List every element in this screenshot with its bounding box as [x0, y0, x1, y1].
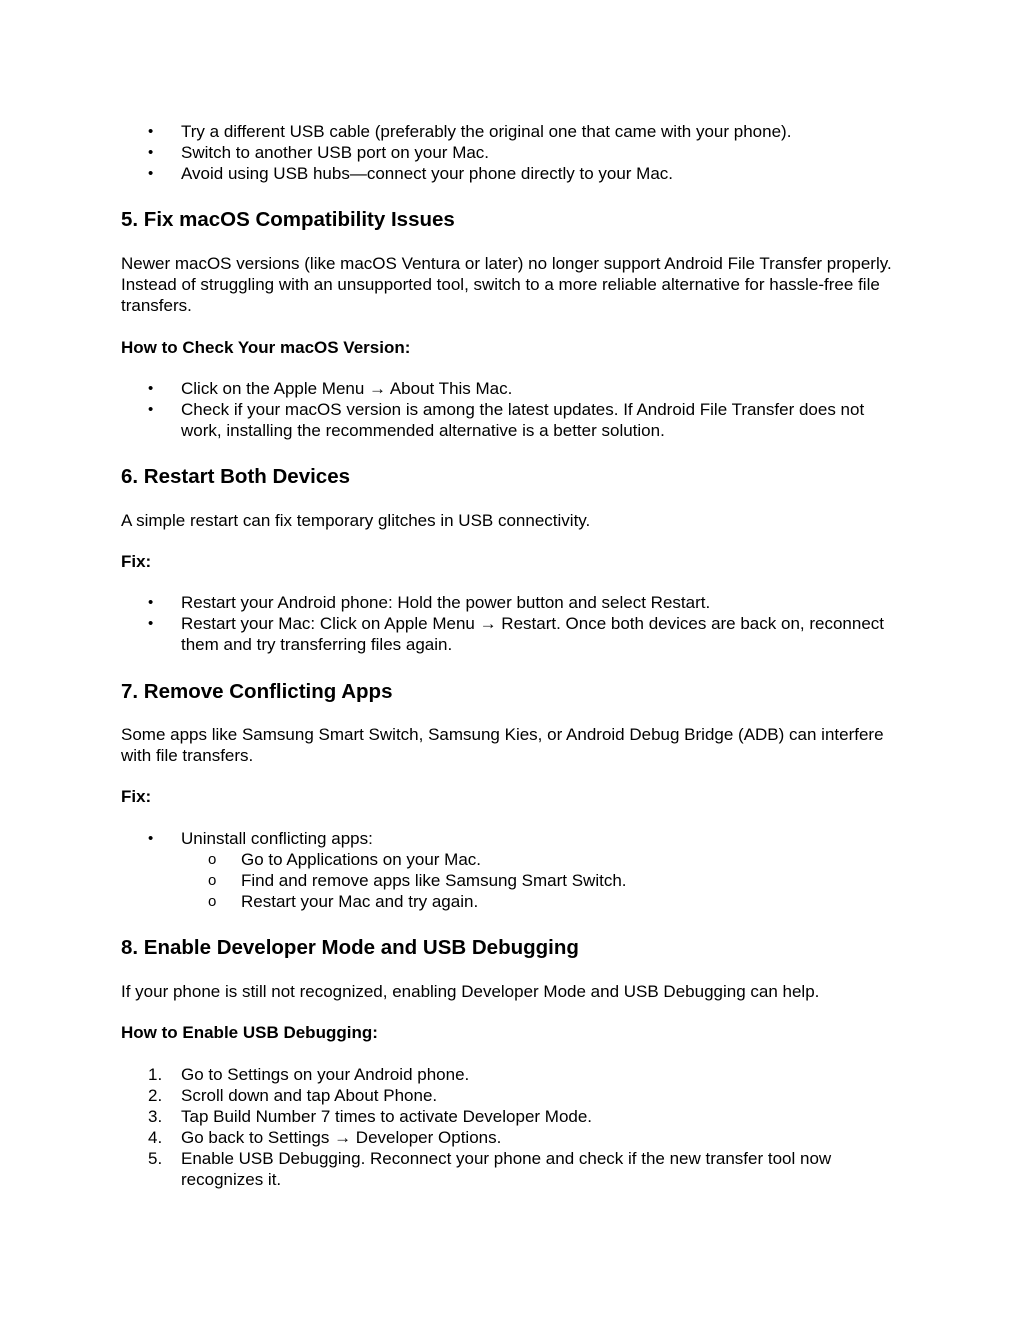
step-number: 1.: [148, 1065, 163, 1084]
list-item: Check if your macOS version is among the latest updates. If Android File Transfer does not work, installing the recommended alternative is a better solution.: [181, 400, 865, 440]
section-8-subheading: How to Enable USB Debugging:: [121, 1023, 378, 1042]
section-5-heading: 5. Fix macOS Compatibility Issues: [121, 208, 455, 231]
step-item: Tap Build Number 7 times to activate Developer Mode.: [181, 1107, 593, 1126]
section-7-heading: 7. Remove Conflicting Apps: [121, 680, 393, 703]
step-item: Go to Settings on your Android phone.: [181, 1065, 470, 1084]
list-item: Try a different USB cable (preferably the original one that came with your phone).: [181, 122, 792, 141]
list-item: Restart your Android phone: Hold the power button and select Restart.: [181, 593, 711, 612]
sub-list-item: Restart your Mac and try again.: [241, 892, 479, 911]
sub-bullet: o: [208, 872, 217, 889]
section-7-subheading: Fix:: [121, 787, 152, 806]
step-number: 3.: [148, 1107, 163, 1126]
step-item: Scroll down and tap About Phone.: [181, 1086, 438, 1105]
bullet: •: [148, 830, 154, 847]
step-number: 2.: [148, 1086, 163, 1105]
step-item: Go back to Settings → Developer Options.: [181, 1128, 502, 1147]
bullet: •: [148, 165, 154, 182]
step-number: 5.: [148, 1149, 163, 1168]
sub-list-item: Find and remove apps like Samsung Smart Switch.: [241, 871, 627, 890]
bullet: •: [148, 144, 154, 161]
section-6-paragraph: A simple restart can fix temporary glitches in USB connectivity.: [121, 511, 591, 530]
section-5-paragraph: Newer macOS versions (like macOS Ventura or later) no longer support Android File Transfer properly. Instead of struggling with an unsupported tool, switch to a more reliable alternative for hassle-free file transfers.: [121, 254, 892, 315]
list-item: Avoid using USB hubs—connect your phone directly to your Mac.: [181, 164, 674, 183]
bullet: •: [148, 123, 154, 140]
list-item: Click on the Apple Menu → About This Mac.: [181, 379, 513, 398]
step-item: Enable USB Debugging. Reconnect your phone and check if the new transfer tool now recognizes it.: [181, 1149, 832, 1189]
sub-list-item: Go to Applications on your Mac.: [241, 850, 482, 869]
section-6-subheading: Fix:: [121, 552, 152, 571]
sub-bullet: o: [208, 893, 217, 910]
bullet: •: [148, 594, 154, 611]
step-number: 4.: [148, 1128, 163, 1147]
section-8-heading: 8. Enable Developer Mode and USB Debugging: [121, 936, 579, 959]
section-7-paragraph: Some apps like Samsung Smart Switch, Samsung Kies, or Android Debug Bridge (ADB) can interfere with file transfers.: [121, 725, 884, 765]
bullet: •: [148, 401, 154, 418]
section-6-heading: 6. Restart Both Devices: [121, 465, 351, 488]
bullet: •: [148, 380, 154, 397]
section-5-subheading: How to Check Your macOS Version:: [121, 338, 411, 357]
section-8-paragraph: If your phone is still not recognized, enabling Developer Mode and USB Debugging can help.: [121, 982, 820, 1001]
list-item: Switch to another USB port on your Mac.: [181, 143, 490, 162]
list-item: Uninstall conflicting apps:: [181, 829, 373, 848]
bullet: •: [148, 615, 154, 632]
list-item: Restart your Mac: Click on Apple Menu → Restart. Once both devices are back on, reconnect them and try transferring files again.: [181, 614, 885, 654]
sub-bullet: o: [208, 851, 217, 868]
